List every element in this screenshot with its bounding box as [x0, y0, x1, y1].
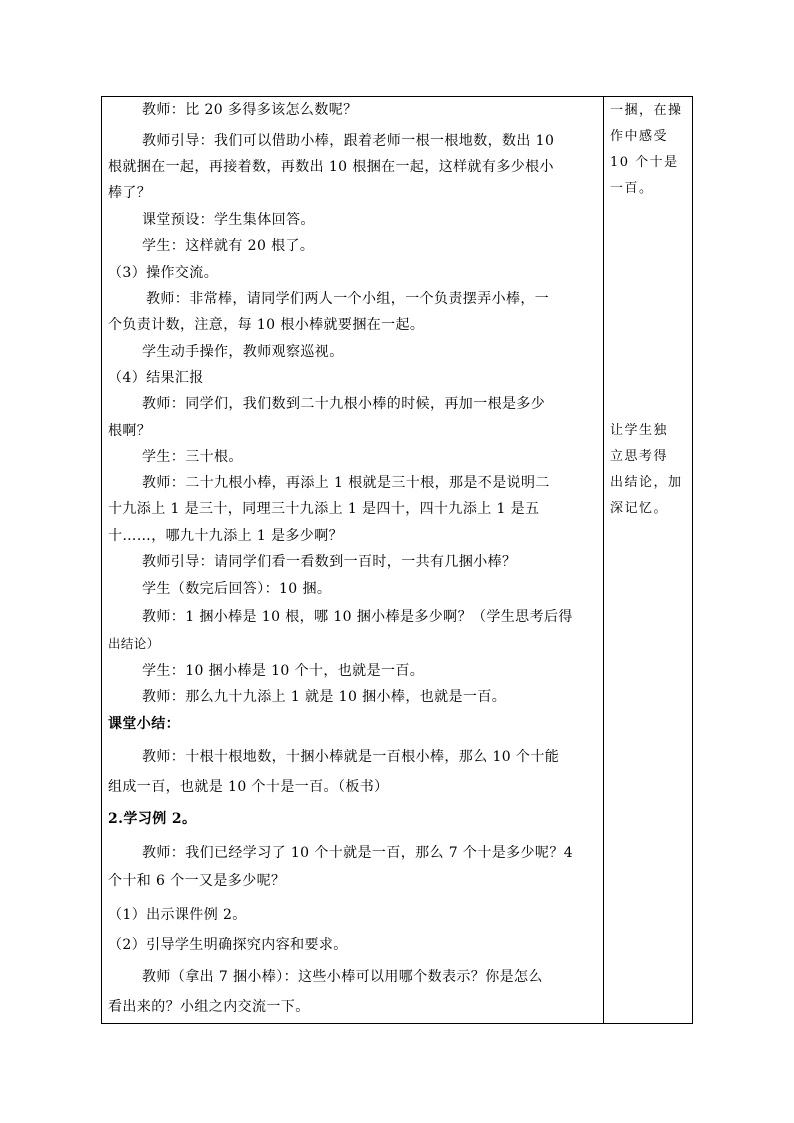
- note-line: 一百。: [610, 181, 654, 196]
- note-line: 深记忆。: [610, 501, 669, 516]
- text-line: 学生：三十根。: [142, 449, 243, 465]
- text-line: 教师：1 捆小棒是 10 根，哪 10 捆小棒是多少啊？（学生思考后得: [142, 609, 573, 625]
- text-line: 教师：二十九根小棒，再添上 1 根就是三十根，那是不是说明二: [142, 475, 550, 491]
- note-line: 作中感受: [610, 129, 669, 144]
- section-heading: 课堂小结：: [108, 716, 180, 732]
- text-line: 教师：比 20 多得多该怎么数呢？: [142, 102, 358, 118]
- text-line: 教师：那么九十九添上 1 就是 10 捆小棒，也就是一百。: [142, 689, 507, 705]
- text-line: 课堂预设：学生集体回答。: [142, 212, 315, 228]
- section-heading: 2.学习例 2。: [108, 811, 197, 827]
- text-line: 个十和 6 个一又是多少呢？: [108, 873, 286, 889]
- text-line: 教师：同学们，我们数到二十九根小棒的时候，再加一根是多少: [142, 396, 546, 412]
- note-line: 出结论，加: [610, 475, 683, 490]
- note-line: 10 个十是: [610, 155, 679, 170]
- text-line: （1）出示课件例 2。: [108, 907, 247, 923]
- note-line: 一捆，在操: [610, 103, 683, 118]
- text-line: 教师：十根十根地数，十捆小棒就是一百根小棒，那么 10 个十能: [142, 749, 560, 765]
- text-line: 棒了？: [108, 185, 152, 201]
- text-line: 根就捆在一起，再接着数，再数出 10 根捆在一起，这样就有多少根小: [108, 159, 554, 175]
- text-line: 十……，哪九十九添上 1 是多少啊？: [108, 528, 344, 544]
- text-line: 学生：10 捆小棒是 10 个十，也就是一百。: [142, 663, 425, 679]
- text-line: 个负责计数，注意，每 10 根小棒就要捆在一起。: [108, 317, 425, 333]
- text-line: 教师引导：我们可以借助小棒，跟着老师一根一根地数，数出 10: [142, 133, 555, 149]
- text-line: 根啊？: [108, 423, 152, 439]
- lesson-table: [101, 96, 693, 1024]
- text-line: 学生动手操作，教师观察巡视。: [142, 344, 344, 360]
- section-heading: （4）结果汇报: [108, 370, 204, 386]
- note-line: 让学生独: [610, 423, 669, 438]
- text-line: 教师（拿出 7 捆小棒）：这些小棒可以用哪个数表示？你是怎么: [142, 969, 543, 985]
- text-line: 组成一百，也就是 10 个十是一百。（板书）: [108, 779, 389, 795]
- text-line: 看出来的？小组之内交流一下。: [108, 999, 310, 1015]
- text-line: 教师：我们已经学习了 10 个十就是一百，那么 7 个十是多少呢？4: [142, 845, 574, 861]
- text-line: 教师：非常棒，请同学们两人一个小组，一个负责摆弄小棒，一: [146, 291, 550, 307]
- note-line: 立思考得: [610, 449, 669, 464]
- section-heading: （3）操作交流。: [108, 265, 219, 281]
- text-line: 学生（数完后回答）：10 捆。: [142, 581, 332, 597]
- text-line: 出结论）: [108, 636, 160, 651]
- text-line: 学生：这样就有 20 根了。: [142, 238, 315, 254]
- text-line: 十九添上 1 是三十，同理三十九添上 1 是四十，四十九添上 1 是五: [108, 501, 540, 517]
- text-line: 教师引导：请同学们看一看数到一百时，一共有几捆小棒？: [142, 554, 517, 570]
- text-line: （2）引导学生明确探究内容和要求。: [108, 937, 348, 953]
